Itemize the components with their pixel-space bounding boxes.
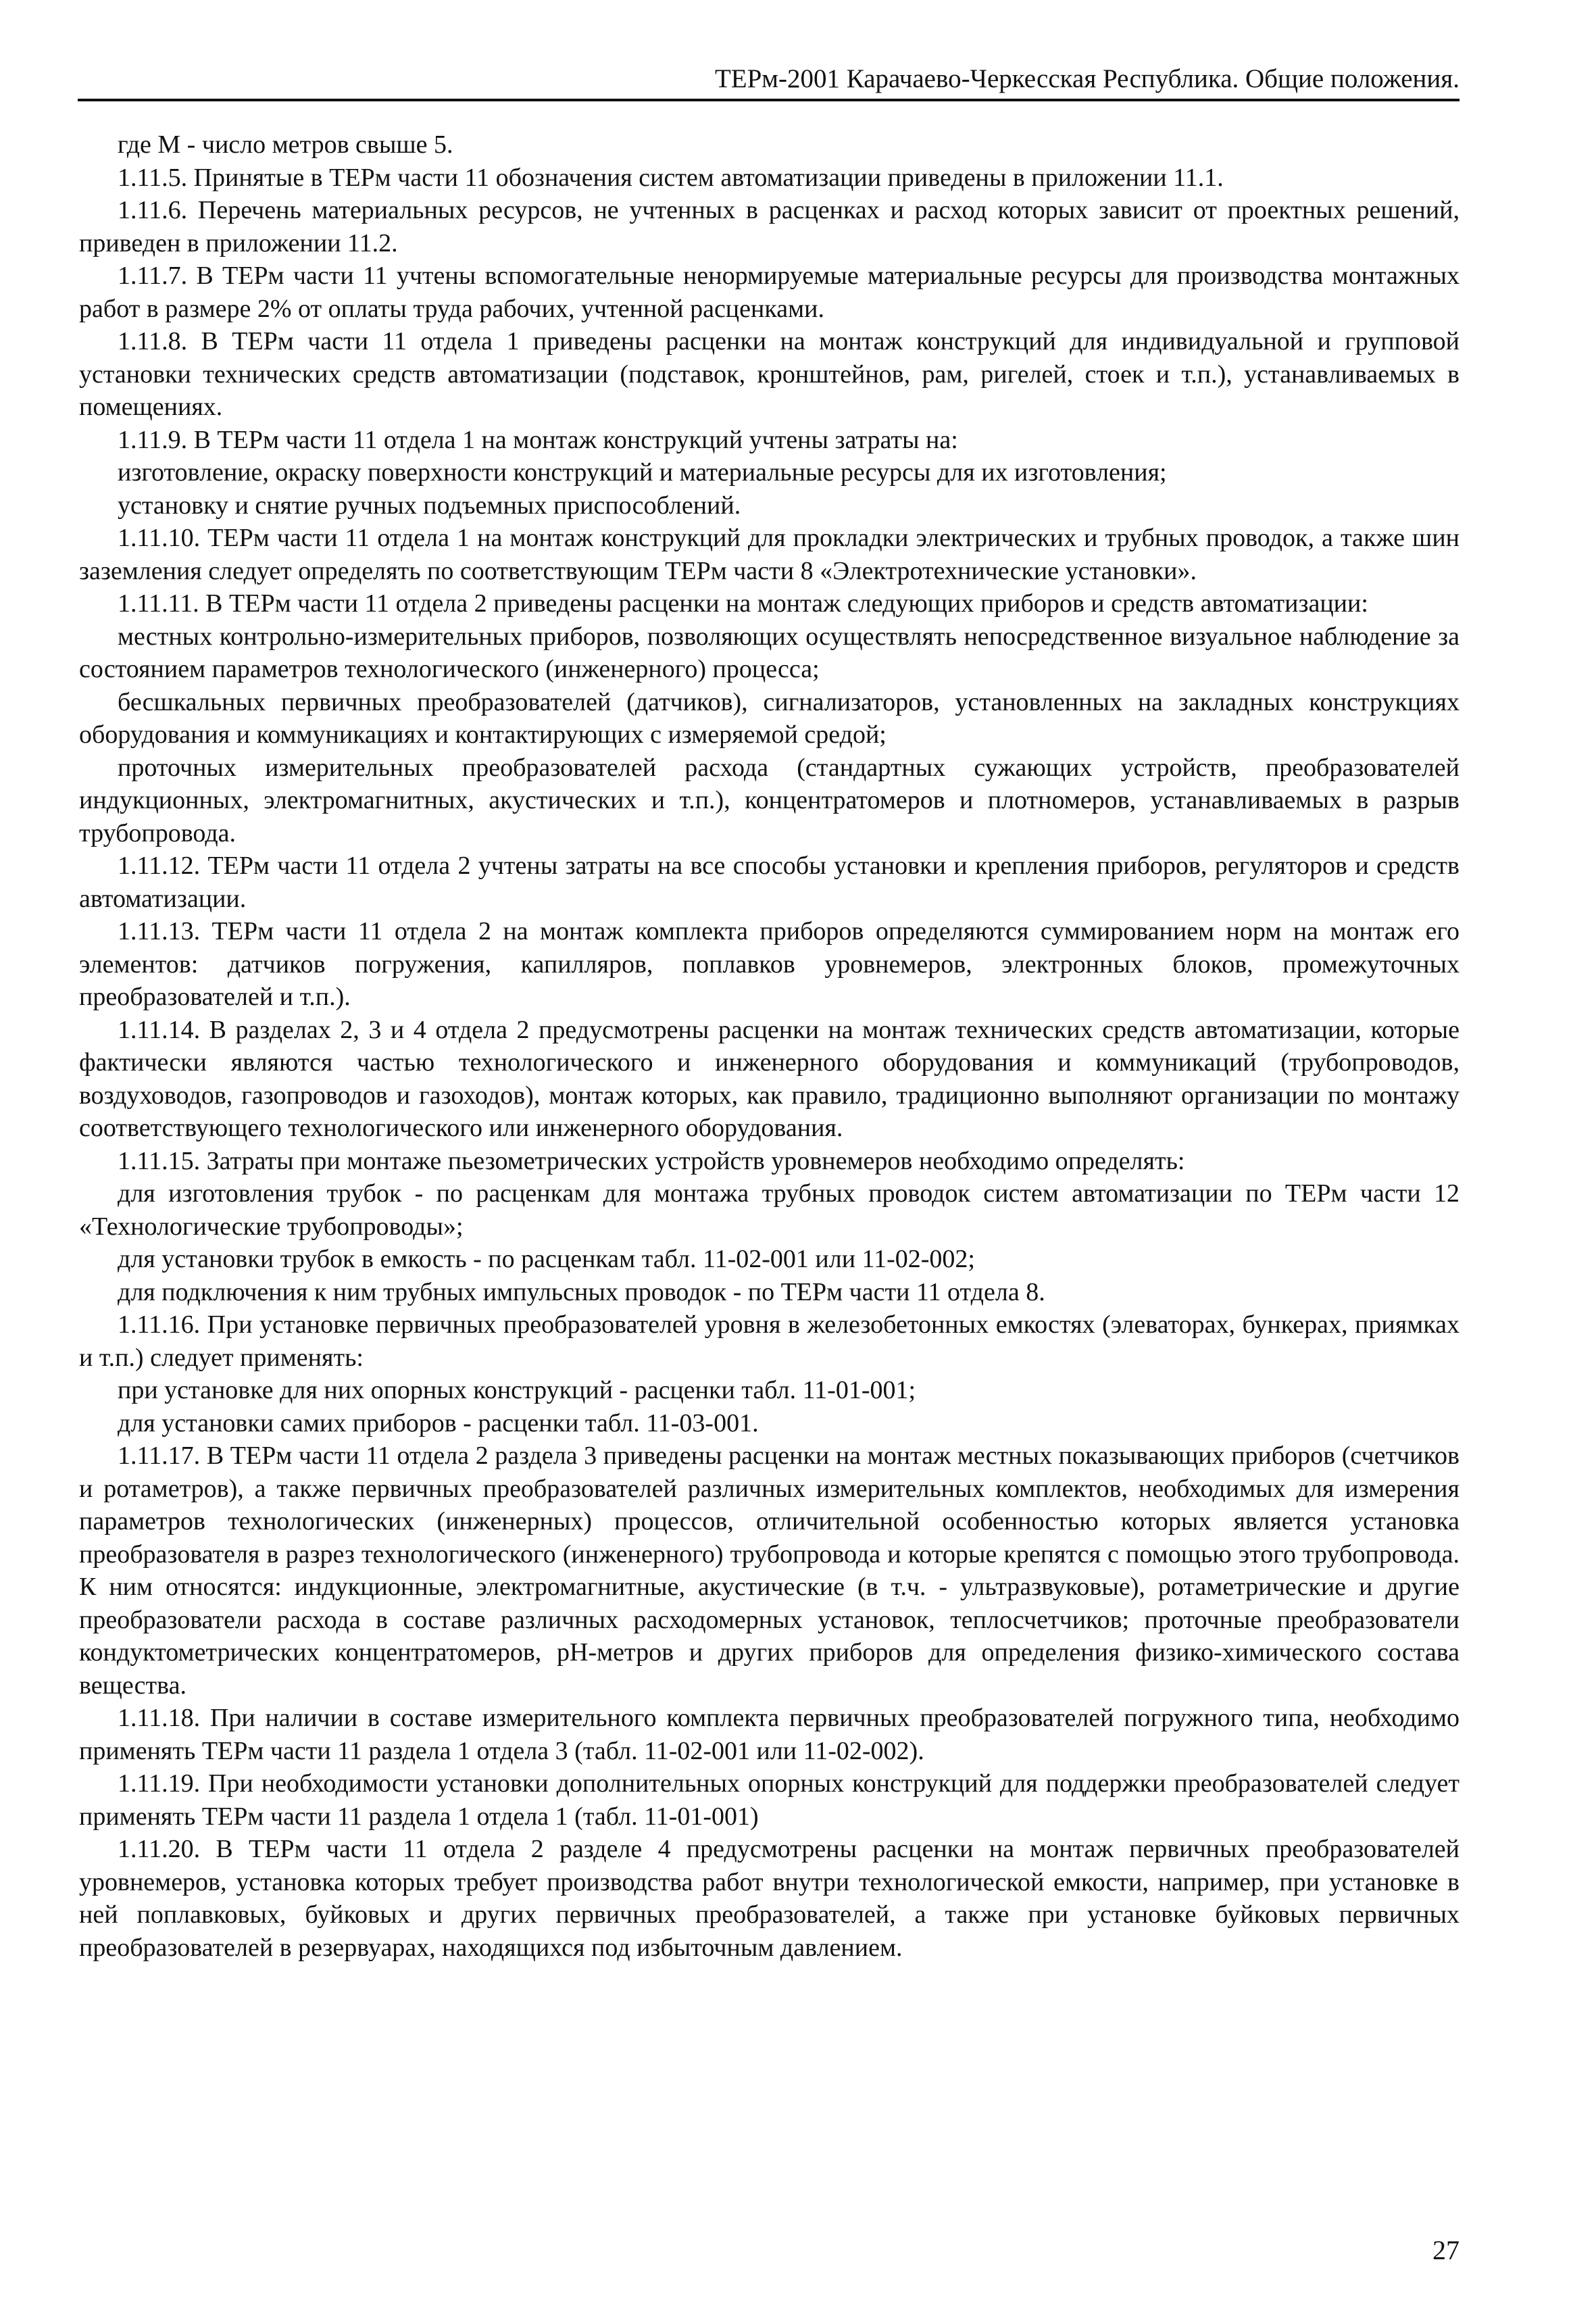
paragraph: 1.11.17. В ТЕРм части 11 отдела 2 раздела 3 приведены расценки на монтаж местных показывающих приборов (счетчиков и ротаметров), а также первичных преобразователей различных измерительных комплектов, необходимых для измерения параметров технологических (инженерных) процессов, отличительной особенностью которых является установка преобразователя в разрез технологического (инженерного) трубопровода и которые крепятся с помощью этого трубопровода. К ним относятся: индукционные, электромагнитные, акустические (в т.ч. - ультразвуковые), ротаметрические и другие преобразователи расхода в составе различных расходомерных установок, теплосчетчиков; проточные преобразователи кондуктометрических концентратомеров, рН-метров и других приборов для определения физико-химического состава вещества. [79,1442,1460,1700]
paragraph: для изготовления трубок - по расценкам для монтажа трубных проводок систем автоматизации по ТЕРм части 12 «Технологические трубопроводы»; [79,1179,1460,1241]
paragraph: для установки самих приборов - расценки табл. 11-03-001. [118,1408,759,1437]
paragraph: 1.11.9. В ТЕРм части 11 отдела 1 на монтаж конструкций учтены затраты на: [118,425,958,454]
paragraph: 1.11.5. Принятые в ТЕРм части 11 обозначения систем автоматизации приведены в приложении 11.1. [118,163,1224,192]
paragraph: 1.11.8. В ТЕРм части 11 отдела 1 приведены расценки на монтаж конструкций для индивидуальной и групповой установки технических средств автоматизации (подставок, кронштейнов, рам, ригелей, стоек и т.п.), устанавливаемых в помещениях. [79,327,1460,421]
paragraph: 1.11.12. ТЕРм части 11 отдела 2 учтены затраты на все способы установки и крепления приборов, регуляторов и средств автоматизации. [79,852,1460,913]
paragraph: 1.11.20. В ТЕРм части 11 отдела 2 разделе 4 предусмотрены расценки на монтаж первичных преобразователей уровнемеров, установка которых требует производства работ внутри технологической емкости, например, при установке в ней поплавковых, буйковых и других первичных преобразователей, а также при установке буйковых первичных преобразователей в резервуарах, находящихся под избыточным давлением. [79,1835,1460,1962]
paragraph: 1.11.14. В разделах 2, 3 и 4 отдела 2 предусмотрены расценки на монтаж технических средств автоматизации, которые фактически являются частью технологического и инженерного оборудования и коммуникаций (трубопроводов, воздуховодов, газопроводов и газоходов), монтаж которых, как правило, традиционно выполняют организации по монтажу соответствующего технологического или инженерного оборудования. [79,1015,1460,1142]
paragraph: изготовление, окраску поверхности конструкций и материальные ресурсы для их изготовления; [118,458,1167,487]
paragraph: 1.11.11. В ТЕРм части 11 отдела 2 приведены расценки на монтаж следующих приборов и средств автоматизации: [118,589,1368,618]
paragraph: при установке для них опорных конструкций - расценки табл. 11-01-001; [118,1376,916,1404]
paragraph: 1.11.6. Перечень материальных ресурсов, не учтенных в расценках и расход которых зависит от проектных решений, приведен в приложении 11.2. [79,196,1460,257]
paragraph: 1.11.10. ТЕРм части 11 отдела 1 на монтаж конструкций для прокладки электрических и трубных проводок, а также шин заземления следует определять по соответствующим ТЕРм части 8 «Электротехнические установки». [79,524,1460,585]
paragraph: для установки трубок в емкость - по расценкам табл. 11-02-001 или 11-02-002; [118,1245,975,1273]
paragraph: 1.11.7. В ТЕРм части 11 учтены вспомогательные ненормируемые материальные ресурсы для производства монтажных работ в размере 2% от оплаты труда рабочих, учтенной расценками. [79,262,1460,323]
paragraph: 1.11.19. При необходимости установки дополнительных опорных конструкций для поддержки преобразователей следует применять ТЕРм части 11 раздела 1 отдела 1 (табл. 11-01-001) [79,1769,1460,1831]
paragraph: для подключения к ним трубных импульсных проводок - по ТЕРм части 11 отдела 8. [118,1277,1045,1306]
paragraph: 1.11.16. При установке первичных преобразователей уровня в железобетонных емкостях (элеваторах, бункерах, приямках и т.п.) следует применять: [79,1310,1460,1372]
paragraph: установку и снятие ручных подъемных приспособлений. [118,491,741,520]
paragraph: местных контрольно-измерительных приборов, позволяющих осуществлять непосредственное визуальное наблюдение за состоянием параметров технологического (инженерного) процесса; [79,622,1460,683]
paragraph: 1.11.13. ТЕРм части 11 отдела 2 на монтаж комплекта приборов определяются суммированием норм на монтаж его элементов: датчиков погружения, капилляров, поплавков уровнемеров, электронных блоков, промежуточных преобразователей и т.п.). [79,917,1460,1011]
running-header: ТЕРм-2001 Карачаево-Черкесская Республика. Общие положения. [78,62,1460,101]
document-body [79,128,1460,1964]
paragraph: где М - число метров свыше 5. [118,130,453,159]
page-number: 27 [1432,2235,1460,2265]
paragraph: 1.11.15. Затраты при монтаже пьезометрических устройств уровнемеров необходимо определять: [118,1146,1185,1175]
paragraph: бесшкальных первичных преобразователей (датчиков), сигнализаторов, установленных на закладных конструкциях оборудования и коммуникациях и контактирующих с измеряемой средой; [79,687,1460,749]
paragraph: проточных измерительных преобразователей расхода (стандартных сужающих устройств, преобразователей индукционных, электромагнитных, акустических и т.п.), концентратомеров и плотномеров, устанавливаемых в разрыв трубопровода. [79,753,1460,847]
paragraph: 1.11.18. При наличии в составе измерительного комплекта первичных преобразователей погружного типа, необходимо применять ТЕРм части 11 раздела 1 отдела 3 (табл. 11-02-001 или 11-02-002). [79,1704,1460,1765]
